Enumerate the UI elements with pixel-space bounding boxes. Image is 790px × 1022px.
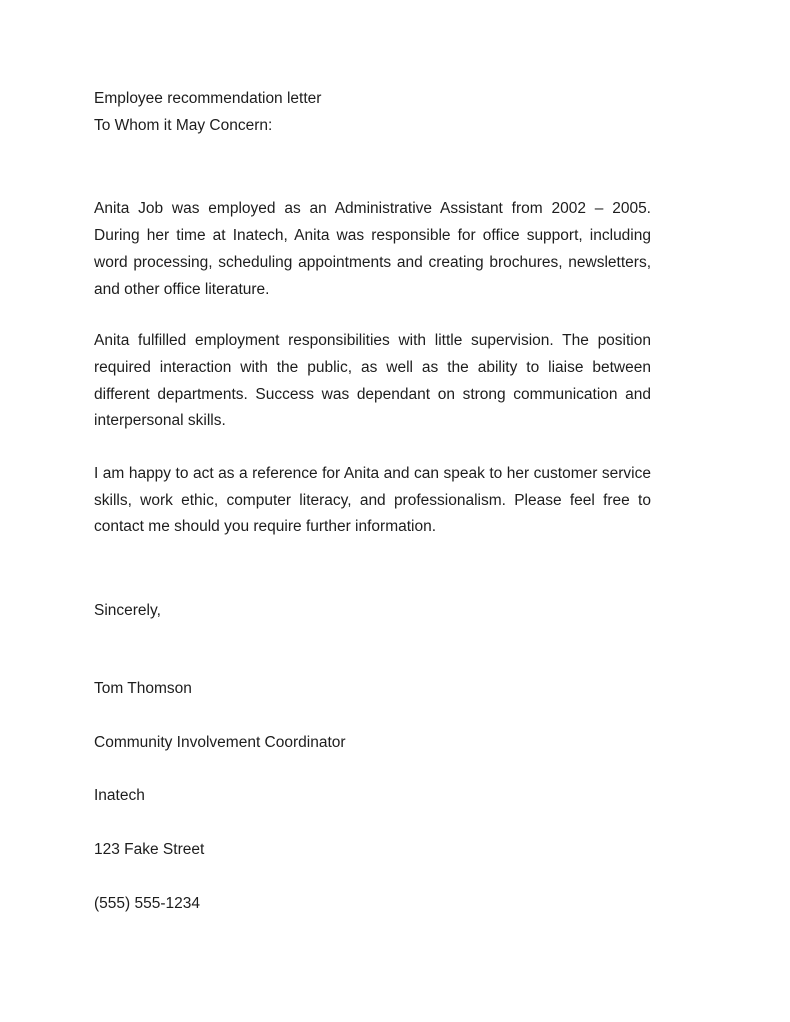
- signature-name: Tom Thomson: [94, 679, 192, 697]
- signature-phone: (555) 555-1234: [94, 894, 200, 912]
- body-paragraph-responsibilities: Anita fulfilled employment responsibilities with little supervision. The position required interaction with the public, as well as the ability to liaise between different departments. Success was dependant on strong communication and interpersonal skills.: [94, 332, 651, 430]
- body-paragraph-reference: I am happy to act as a reference for Anita and can speak to her customer service skills, work ethic, computer literacy, and professionalism. Please feel free to contact me should you require further information.: [94, 465, 651, 536]
- letter-closing: Sincerely,: [94, 602, 161, 620]
- letter-salutation: To Whom it May Concern:: [94, 116, 273, 134]
- signature-job-title: Community Involvement Coordinator: [94, 733, 346, 751]
- signature-address: 123 Fake Street: [94, 840, 205, 858]
- signature-company: Inatech: [94, 787, 145, 805]
- letter-title: Employee recommendation letter: [94, 90, 322, 107]
- body-paragraph-employment: Anita Job was employed as an Administrative Assistant from 2002 – 2005. During her time at Inatech, Anita was responsible for office support, including word processing, scheduling appointments and creating brochures, newsletters, and other office literature.: [94, 200, 651, 298]
- letter-document: [94, 86, 651, 917]
